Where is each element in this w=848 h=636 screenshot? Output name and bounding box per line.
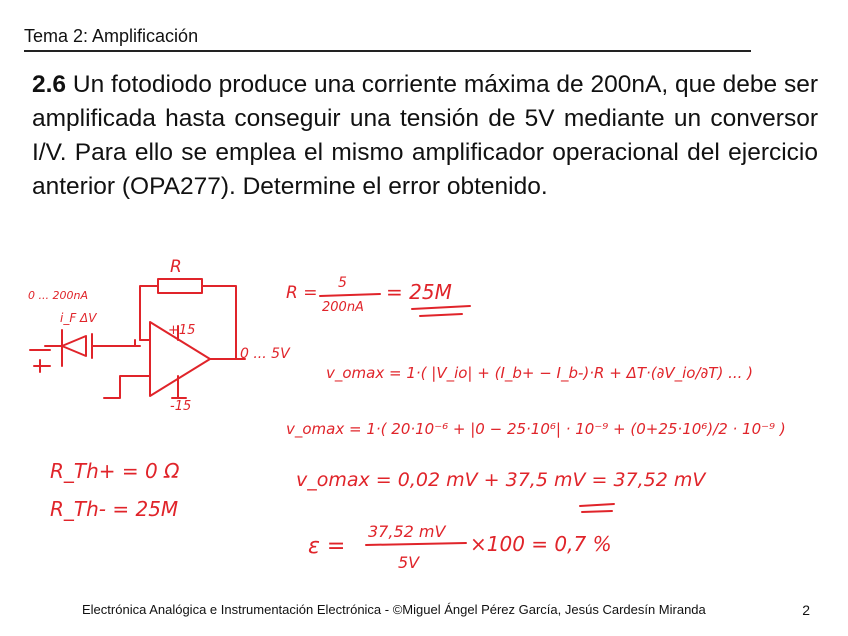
current-range-note: 0 ... 200nA (28, 289, 88, 302)
error-formula-line1: v_omax = 1·( |V_io| + (I_b+ − I_b-)·R + ΔT·(∂V_io/∂T) ... ) (326, 364, 753, 382)
negative-supply: -15 (170, 399, 192, 414)
opamp-output-wire (210, 352, 245, 359)
inverting-input-wire (110, 340, 150, 346)
photodiode-symbol (45, 330, 110, 366)
resistor-equation (286, 275, 470, 316)
error-result (308, 522, 612, 572)
rth-minus-note: R_Th- = 25M (50, 497, 179, 521)
ground-symbol (30, 350, 50, 372)
slide-footer (70, 598, 810, 622)
resistor-eq-denominator: 200nA (322, 300, 364, 315)
problem-number: 2.6 (32, 71, 67, 98)
output-range-note: 0 ... 5V (240, 346, 290, 362)
resistor-eq-numerator: 5 (338, 275, 347, 291)
error-formula-line2: v_omax = 1·( 20·10⁻⁶ + |0 − 25·10⁶| · 10⁻⁹ + (0+25·10⁶)/2 · 10⁻⁹ ) (286, 420, 786, 438)
feedback-wires (140, 286, 236, 352)
result-underline (412, 306, 470, 316)
resistor-eq-lhs: R = (286, 283, 318, 303)
line3-underline (580, 504, 614, 512)
problem-statement (32, 68, 818, 204)
opamp-symbol (150, 322, 210, 396)
error-rest: ×100 = 0,7 % (470, 532, 612, 556)
resistor-label: R (170, 257, 182, 277)
problem-text: Un fotodiodo produce una corriente máxima de 200nA, que debe ser amplificada hasta conseguir una tensión de 5V mediante un conversor I/V. Para ello se emplea el mismo amplificador operacional del ejercicio anterior (OPA277). Determine el error obtenido. (32, 71, 819, 200)
source-note: i_F ΔV (60, 311, 97, 325)
error-formula-line3: v_omax = 0,02 mV + 37,5 mV = 37,52 mV (296, 469, 706, 491)
slide-header (24, 22, 751, 52)
error-lhs: ε = (308, 534, 346, 559)
noninverting-input-wire (104, 376, 150, 398)
error-denominator: 5V (398, 553, 420, 572)
circuit-diagram (28, 257, 291, 414)
supply-pins (172, 326, 186, 398)
positive-supply: +15 (168, 323, 196, 338)
footer-credits: Electrónica Analógica e Instrumentación Electrónica - ©Miguel Ángel Pérez García, Jesús Cardesín Miranda (82, 602, 706, 617)
rth-plus-note: R_Th+ = 0 Ω (50, 459, 180, 483)
fraction-bar (320, 294, 380, 296)
feedback-resistor (158, 279, 202, 293)
resistor-eq-result: = 25M (386, 280, 452, 304)
page-number: 2 (802, 602, 810, 618)
slide-title: Tema 2: Amplificación (24, 26, 199, 46)
error-fraction-bar (366, 543, 466, 545)
error-numerator: 37,52 mV (368, 522, 446, 541)
